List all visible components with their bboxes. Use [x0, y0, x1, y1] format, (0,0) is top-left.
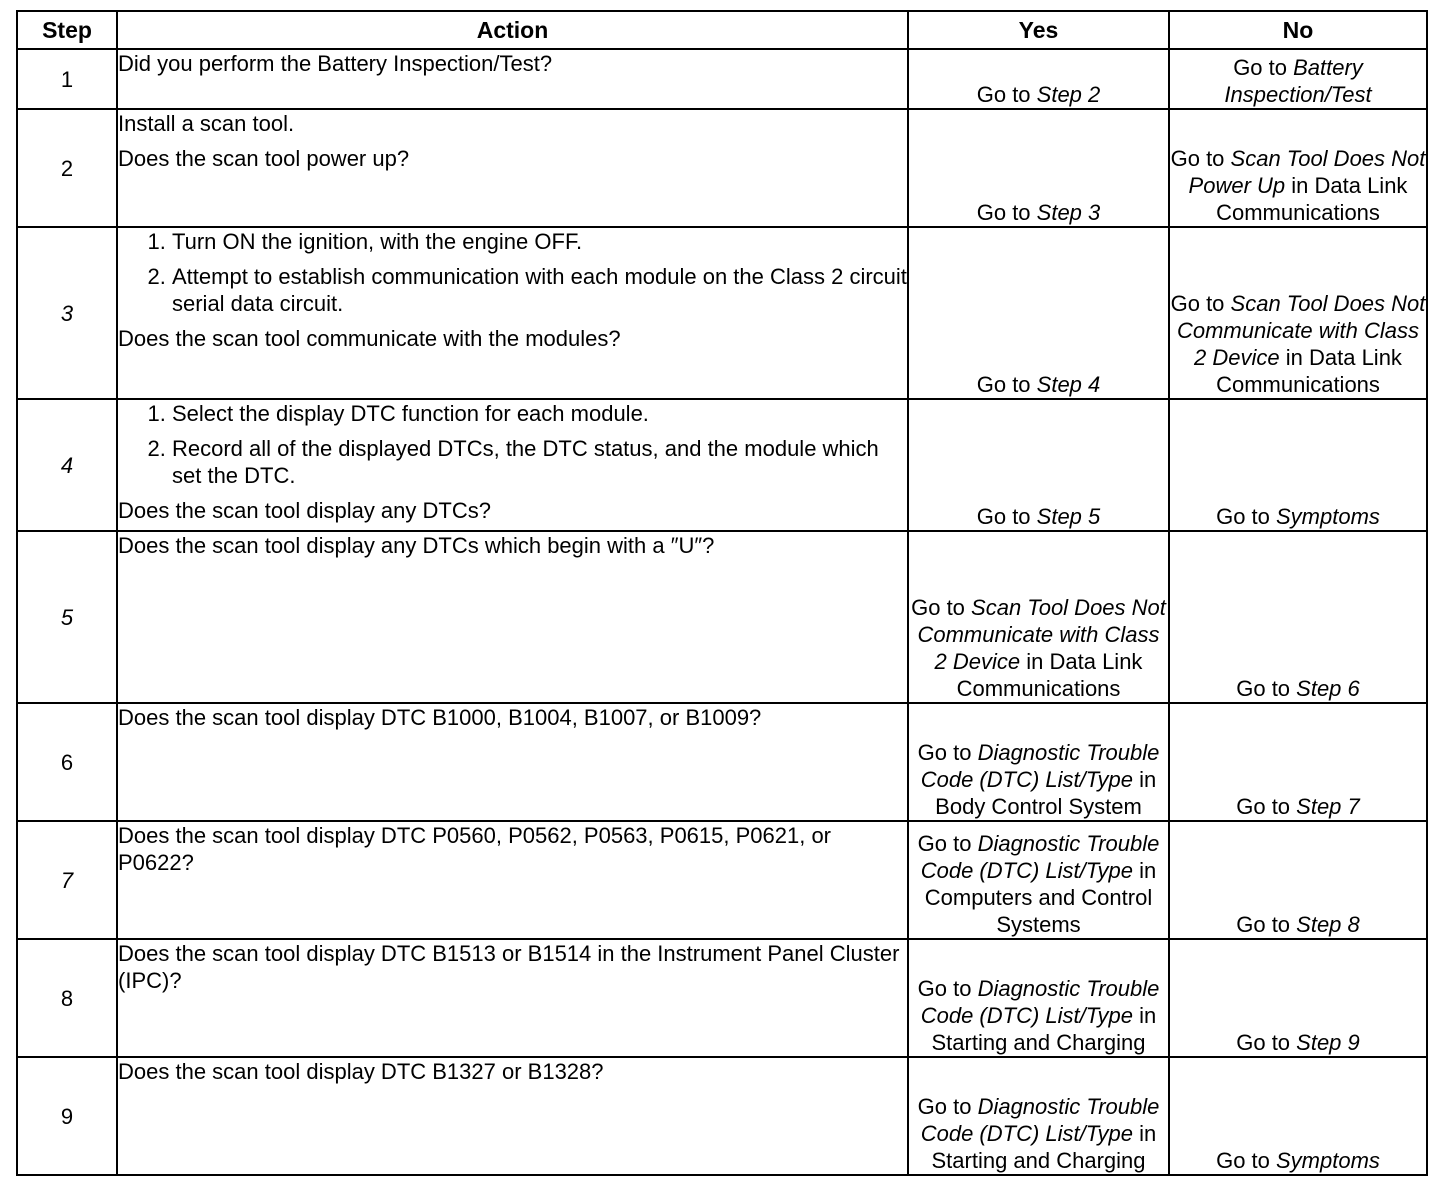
link-reference[interactable]: Symptoms	[1276, 504, 1380, 529]
link-reference[interactable]: Step 2	[1036, 82, 1101, 107]
no-cell	[1169, 821, 1427, 939]
action-cell	[117, 703, 908, 821]
text-run: Go to	[917, 1094, 978, 1119]
header-step: Step	[17, 11, 117, 49]
action-cell	[117, 1057, 908, 1175]
action-step-item: 2. Attempt to establish communication with each module on the Class 2 circuit serial data circuit.	[172, 263, 907, 317]
action-text: Install a scan tool.	[118, 111, 295, 136]
step-number: 6	[17, 703, 117, 821]
link-reference[interactable]: Diagnostic Trouble Code (DTC) List/Type	[920, 831, 1160, 883]
no-cell	[1169, 703, 1427, 821]
action-question: Does the scan tool display any DTCs?	[118, 498, 491, 523]
text-run: Go to	[917, 740, 978, 765]
table-body	[17, 49, 1427, 1175]
text-run: Go to	[1170, 291, 1231, 316]
action-cell	[117, 939, 908, 1057]
text-run: Go to	[1233, 55, 1294, 80]
text-run: Go to	[1236, 794, 1297, 819]
action-cell	[117, 531, 908, 703]
no-cell	[1169, 227, 1427, 399]
yes-cell	[908, 109, 1169, 227]
action-text: Did you perform the Battery Inspection/Test?	[118, 51, 553, 76]
link-reference[interactable]: Step 4	[1036, 372, 1101, 397]
text-run: in Data Link Communications	[1216, 345, 1402, 397]
action-steps-list	[118, 228, 907, 317]
text-run: Go to	[976, 504, 1037, 529]
diagnostic-table	[16, 10, 1428, 1176]
text-run: Go to	[1170, 146, 1231, 171]
step-number: 4	[17, 399, 117, 531]
text-run: Go to	[976, 372, 1037, 397]
no-cell	[1169, 531, 1427, 703]
yes-cell	[908, 49, 1169, 109]
table-header-row	[17, 11, 1427, 49]
yes-cell	[908, 531, 1169, 703]
text-run: Go to	[1236, 1030, 1297, 1055]
link-reference[interactable]: Scan Tool Does Not Power Up	[1188, 146, 1426, 198]
header-yes: Yes	[908, 11, 1169, 49]
step-number: 7	[17, 821, 117, 939]
link-reference[interactable]: Symptoms	[1276, 1148, 1380, 1173]
table-row	[17, 939, 1427, 1057]
step-number: 9	[17, 1057, 117, 1175]
link-reference[interactable]: Diagnostic Trouble Code (DTC) List/Type	[920, 1094, 1160, 1146]
text-run: in Starting and Charging	[931, 1121, 1157, 1173]
text-run: Go to	[1236, 912, 1297, 937]
step-number: 2	[17, 109, 117, 227]
link-reference[interactable]: Step 7	[1296, 794, 1360, 819]
text-run: in Computers and Control Systems	[924, 858, 1157, 937]
step-number: 1	[17, 49, 117, 109]
text-run: in Data Link Communications	[1216, 173, 1408, 225]
text-run: in Data Link Communications	[956, 649, 1143, 701]
action-cell	[117, 49, 908, 109]
link-reference[interactable]: Diagnostic Trouble Code (DTC) List/Type	[920, 976, 1160, 1028]
text-run: Go to	[976, 200, 1037, 225]
yes-cell	[908, 939, 1169, 1057]
table-row	[17, 227, 1427, 399]
no-cell	[1169, 109, 1427, 227]
no-cell	[1169, 1057, 1427, 1175]
link-reference[interactable]: Step 3	[1036, 200, 1101, 225]
link-reference[interactable]: Step 6	[1296, 676, 1360, 701]
yes-cell	[908, 1057, 1169, 1175]
action-cell	[117, 399, 908, 531]
header-no: No	[1169, 11, 1427, 49]
table-row	[17, 109, 1427, 227]
no-cell	[1169, 49, 1427, 109]
action-step-item: 1. Turn ON the ignition, with the engine OFF.	[172, 228, 907, 255]
step-number: 5	[17, 531, 117, 703]
action-step-item: 1. Select the display DTC function for each module.	[172, 400, 907, 427]
link-reference[interactable]: Step 8	[1296, 912, 1360, 937]
table-row	[17, 399, 1427, 531]
header-action: Action	[117, 11, 908, 49]
action-cell	[117, 821, 908, 939]
table-row	[17, 1057, 1427, 1175]
text-run: in Body Control System	[935, 767, 1157, 819]
link-reference[interactable]: Diagnostic Trouble Code (DTC) List/Type	[920, 740, 1160, 792]
link-reference[interactable]: Step 5	[1036, 504, 1101, 529]
action-steps-list	[118, 400, 907, 489]
text-run: Go to	[976, 82, 1037, 107]
table-row	[17, 49, 1427, 109]
action-text: Does the scan tool display DTC B1000, B1004, B1007, or B1009?	[118, 705, 762, 730]
table-row	[17, 703, 1427, 821]
yes-cell	[908, 821, 1169, 939]
no-cell	[1169, 399, 1427, 531]
action-text: Does the scan tool display any DTCs which begin with a ″U″?	[118, 533, 715, 558]
no-cell	[1169, 939, 1427, 1057]
step-number: 3	[17, 227, 117, 399]
text-run: Go to	[1236, 676, 1297, 701]
action-text: Does the scan tool display DTC B1513 or B1514 in the Instrument Panel Cluster (IPC)?	[118, 941, 900, 993]
text-run: Go to	[917, 831, 978, 856]
link-reference[interactable]: Scan Tool Does Not Communicate with Class 2 Device	[1176, 291, 1426, 370]
table-row	[17, 531, 1427, 703]
action-question: Does the scan tool communicate with the modules?	[118, 326, 621, 351]
link-reference[interactable]: Step 9	[1296, 1030, 1360, 1055]
yes-cell	[908, 399, 1169, 531]
text-run: Go to	[917, 976, 978, 1001]
text-run: Go to	[911, 595, 972, 620]
action-cell	[117, 109, 908, 227]
yes-cell	[908, 227, 1169, 399]
action-cell	[117, 227, 908, 399]
action-text: Does the scan tool display DTC B1327 or B1328?	[118, 1059, 604, 1084]
action-step-item: 2. Record all of the displayed DTCs, the DTC status, and the module which set the DTC.	[172, 435, 907, 489]
link-reference[interactable]: Battery Inspection/Test	[1224, 55, 1372, 107]
table-row	[17, 821, 1427, 939]
action-text: Does the scan tool power up?	[118, 146, 410, 171]
text-run: Go to	[1216, 504, 1276, 529]
step-number: 8	[17, 939, 117, 1057]
link-reference[interactable]: Scan Tool Does Not Communicate with Class 2 Device	[917, 595, 1166, 674]
yes-cell	[908, 703, 1169, 821]
text-run: Go to	[1216, 1148, 1276, 1173]
text-run: in Starting and Charging	[931, 1003, 1157, 1055]
action-text: Does the scan tool display DTC P0560, P0562, P0563, P0615, P0621, or P0622?	[118, 823, 832, 875]
